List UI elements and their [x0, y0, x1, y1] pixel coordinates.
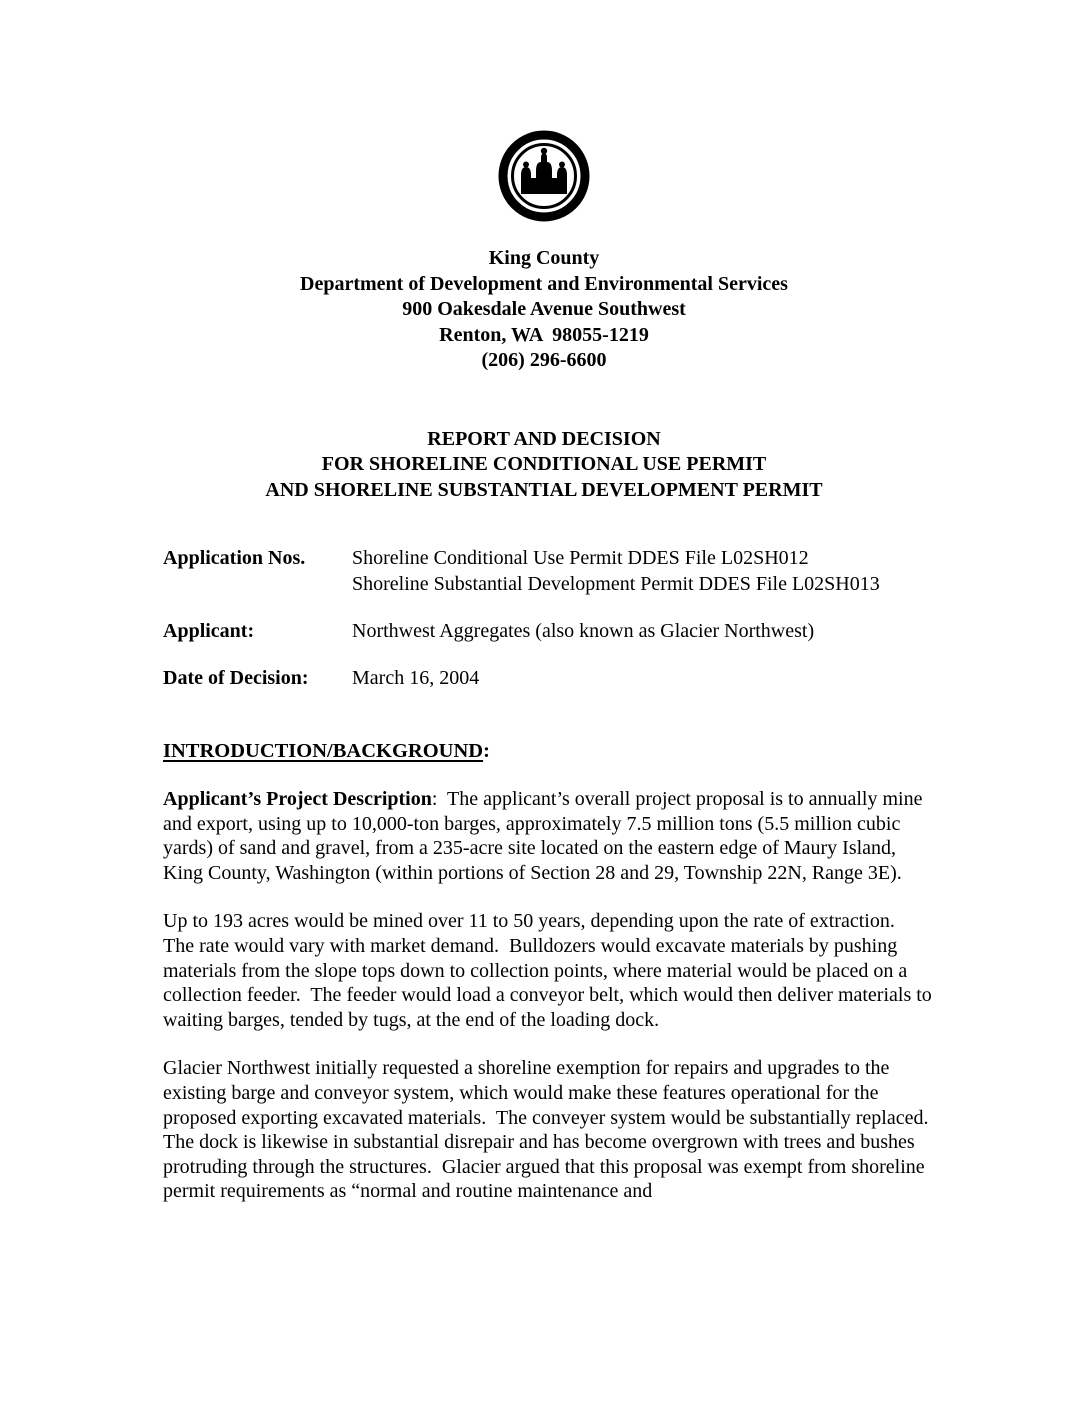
field-value-application-nos [352, 545, 928, 597]
field-value-line: March 16, 2004 [352, 667, 480, 689]
king-county-logo [498, 130, 590, 222]
field-row-date-of-decision [163, 665, 928, 691]
org-name: King County [488, 247, 600, 269]
field-label-date-of-decision: Date of Decision: [163, 667, 309, 689]
field-label-application-nos: Application Nos. [163, 547, 306, 569]
paragraph-text: : The applicant’s overall project proposal is to annually mine and export, using up to 10,000-ton barges, approximately 7.5 million tons (5.5 million cubic yards) of sand and gravel, from a 235-acre site located on the eastern edge of Maury Island, King County, Washington (within portions of Section 28 and 29, Township 22N, Range 3E). [163, 788, 928, 884]
field-value-line: Shoreline Conditional Use Permit DDES File L02SH012 [352, 547, 809, 569]
field-value-date-of-decision [352, 665, 928, 691]
letterhead [0, 246, 1088, 374]
field-value-line: Northwest Aggregates (also known as Glacier Northwest) [352, 620, 815, 642]
paragraph-exemption-request: Glacier Northwest initially requested a shoreline exemption for repairs and upgrades to the existing barge and conveyor system, which would make these features operational for the proposed exporting excavated materials. The conveyer system would be substantially replaced. The dock is likewise in substantial disrepair and has become overgrown with trees and bushes protruding through the structures. Glacier argued that this proposal was exempt from shoreline permit requirements as “normal and routine maintenance and [163, 1057, 939, 1203]
field-label-applicant: Applicant: [163, 620, 255, 642]
department-name: Department of Development and Environmental Services [300, 272, 788, 295]
field-row-application-nos [163, 545, 928, 597]
paragraph-project-description [163, 787, 933, 885]
document-title [0, 427, 1088, 504]
king-county-crown-icon [498, 130, 590, 222]
field-value-line: Shoreline Substantial Development Permit DDES File L02SH013 [352, 573, 880, 595]
title-line-2: FOR SHORELINE CONDITIONAL USE PERMIT [321, 453, 767, 475]
city-state-zip: Renton, WA 98055-1219 [439, 323, 649, 346]
field-row-applicant [163, 618, 928, 644]
title-line-3: AND SHORELINE SUBSTANTIAL DEVELOPMENT PERMIT [265, 478, 823, 501]
field-value-applicant [352, 618, 928, 644]
section-heading-colon: : [483, 740, 490, 762]
introduction-body [163, 787, 939, 1204]
section-heading-introduction-background [163, 740, 928, 763]
paragraph-lead-in: Applicant’s Project Description [163, 788, 432, 810]
title-line-1: REPORT AND DECISION [427, 427, 661, 450]
section-heading-text: INTRODUCTION/BACKGROUND [163, 740, 484, 762]
application-fields [163, 545, 928, 691]
phone-number: (206) 296-6600 [481, 349, 607, 371]
address-line: 900 Oakesdale Avenue Southwest [402, 298, 686, 320]
paragraph-mining-plan: Up to 193 acres would be mined over 11 to 50 years, depending upon the rate of extraction. The rate would vary with market demand. Bulldozers would excavate materials by pushing materials from the slope tops down to collection points, where material would be placed on a collection feeder. The feeder would load a conveyor belt, which would then deliver materials to waiting barges, tended by tugs, at the end of the loading dock. [163, 910, 937, 1031]
